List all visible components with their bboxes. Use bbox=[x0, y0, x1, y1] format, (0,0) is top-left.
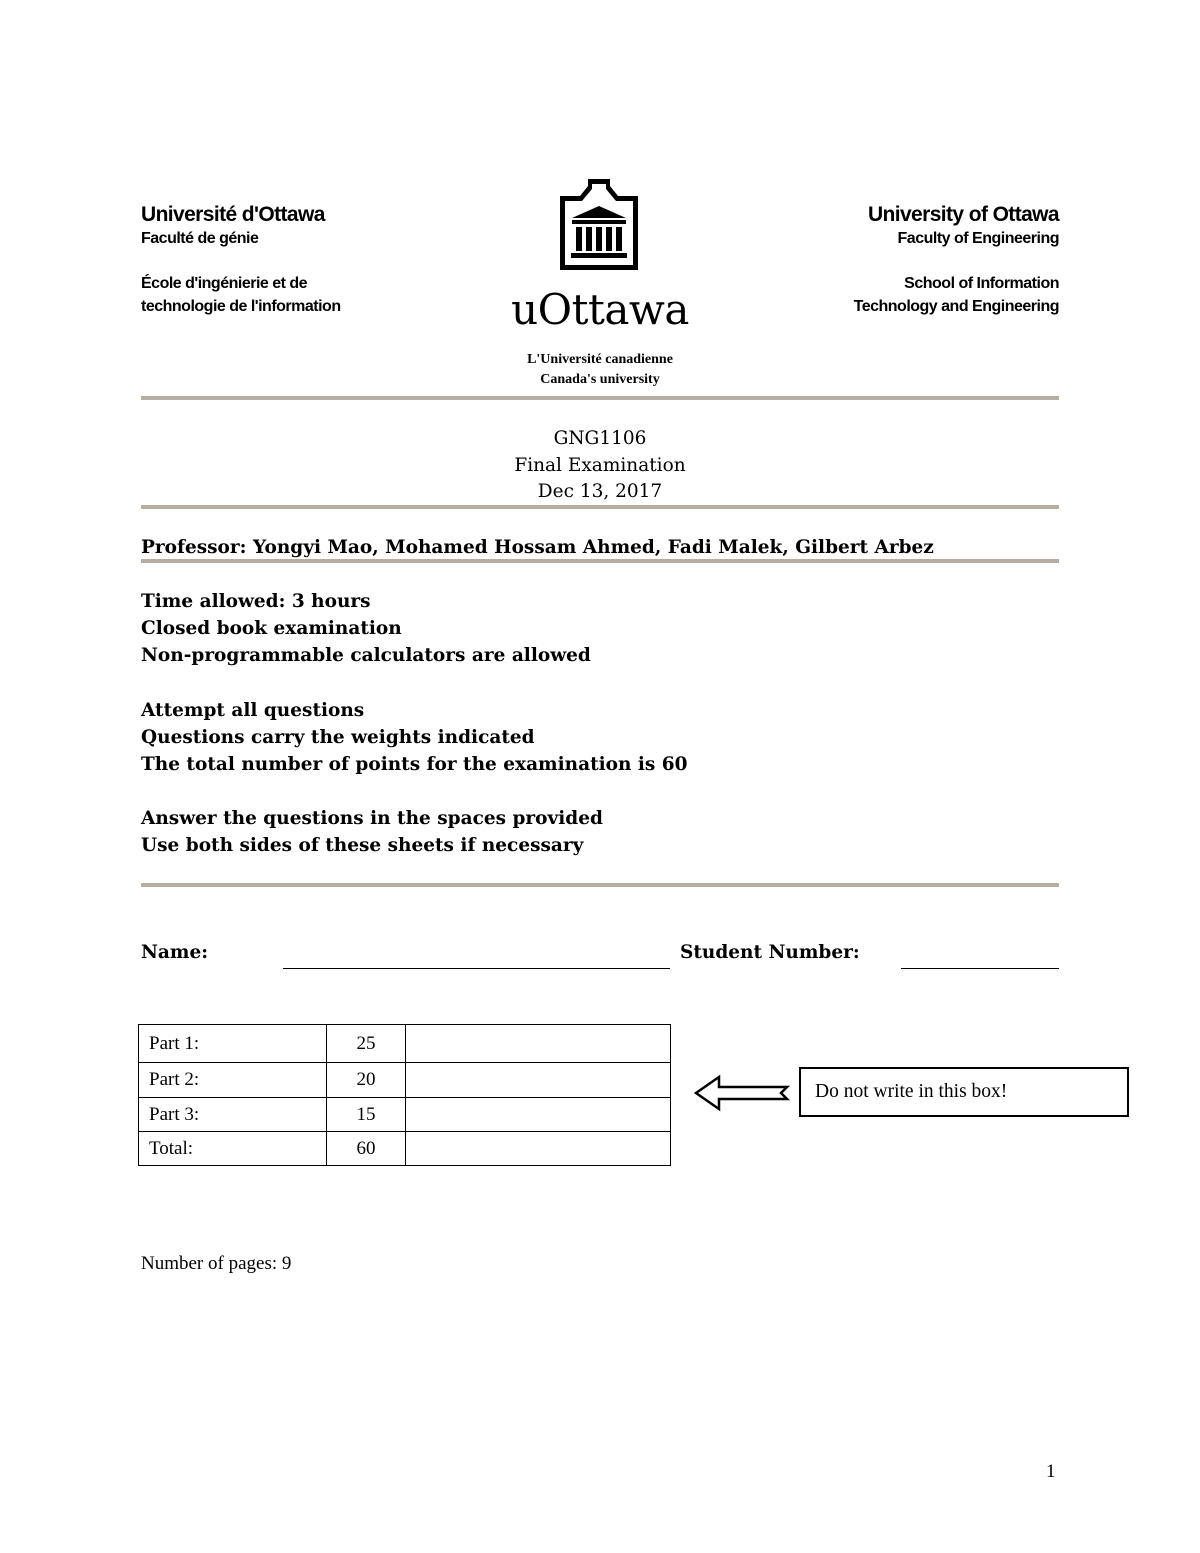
school-name-en bbox=[729, 272, 1059, 318]
name-label: Name: bbox=[141, 942, 209, 963]
school-name-en-line2: Technology and Engineering bbox=[853, 298, 1059, 315]
instruction-line: Closed book examination bbox=[141, 618, 402, 639]
divider bbox=[141, 505, 1059, 509]
instructions-group-3 bbox=[141, 805, 603, 859]
instruction-line: Questions carry the weights indicated bbox=[141, 727, 535, 748]
exam-title: Final Examination bbox=[514, 454, 686, 476]
instructions-group-1 bbox=[141, 588, 591, 669]
page-count: Number of pages: 9 bbox=[141, 1253, 292, 1274]
tagline-en: Canada's university bbox=[540, 372, 660, 387]
instruction-line: Attempt all questions bbox=[141, 700, 365, 721]
page-number: 1 bbox=[1046, 1461, 1056, 1482]
divider bbox=[141, 883, 1059, 887]
part-label: Total: bbox=[139, 1132, 327, 1166]
part-points: 60 bbox=[327, 1132, 406, 1166]
part-points: 20 bbox=[327, 1063, 406, 1098]
part-points: 25 bbox=[327, 1025, 406, 1063]
do-not-write-notice: Do not write in this box! bbox=[799, 1067, 1129, 1117]
university-tagline bbox=[470, 350, 730, 390]
header-left-french bbox=[141, 202, 471, 318]
part-label: Part 2: bbox=[139, 1063, 327, 1098]
left-arrow-icon bbox=[693, 1074, 791, 1112]
school-name-fr-line2: technologie de l'information bbox=[141, 298, 341, 315]
table-row bbox=[139, 1098, 671, 1132]
school-name-en-line1: School of Information bbox=[904, 275, 1059, 292]
divider bbox=[141, 396, 1059, 400]
university-name-fr: Université d'Ottawa bbox=[141, 203, 325, 226]
student-number-label: Student Number: bbox=[680, 942, 860, 963]
table-row bbox=[139, 1132, 671, 1166]
instruction-line: Non-programmable calculators are allowed bbox=[141, 645, 591, 666]
part-score-cell bbox=[406, 1098, 671, 1132]
exam-title-block bbox=[141, 426, 1059, 506]
instruction-line: The total number of points for the examination is 60 bbox=[141, 754, 688, 775]
table-row bbox=[139, 1025, 671, 1063]
professor-line: Professor: Yongyi Mao, Mohamed Hossam Ahmed, Fadi Malek, Gilbert Arbez bbox=[141, 537, 934, 558]
divider bbox=[141, 559, 1059, 563]
instruction-line: Use both sides of these sheets if necessary bbox=[141, 835, 584, 856]
exam-date: Dec 13, 2017 bbox=[537, 481, 663, 502]
university-name-en: University of Ottawa bbox=[867, 203, 1059, 226]
part-score-cell bbox=[406, 1132, 671, 1166]
uottawa-building-icon bbox=[554, 176, 644, 274]
school-name-fr-line1: École d'ingénierie et de bbox=[141, 275, 308, 292]
uottawa-wordmark: uOttawa bbox=[511, 285, 689, 334]
faculty-name-en: Faculty of Engineering bbox=[897, 230, 1059, 247]
tagline-fr: L'Université canadienne bbox=[527, 352, 673, 367]
student-number-field[interactable] bbox=[901, 968, 1059, 969]
instruction-line: Time allowed: 3 hours bbox=[141, 591, 371, 612]
instructions-group-2 bbox=[141, 697, 688, 778]
header-right-english bbox=[729, 202, 1059, 318]
part-label: Part 1: bbox=[139, 1025, 327, 1063]
table-row bbox=[139, 1063, 671, 1098]
part-score-cell bbox=[406, 1025, 671, 1063]
faculty-name-fr: Faculté de génie bbox=[141, 230, 259, 247]
name-field[interactable] bbox=[283, 968, 670, 969]
course-code: GNG1106 bbox=[553, 428, 647, 449]
school-name-fr bbox=[141, 272, 471, 318]
instruction-line: Answer the questions in the spaces provided bbox=[141, 808, 603, 829]
score-table bbox=[138, 1024, 671, 1166]
part-label: Part 3: bbox=[139, 1098, 327, 1132]
part-points: 15 bbox=[327, 1098, 406, 1132]
part-score-cell bbox=[406, 1063, 671, 1098]
